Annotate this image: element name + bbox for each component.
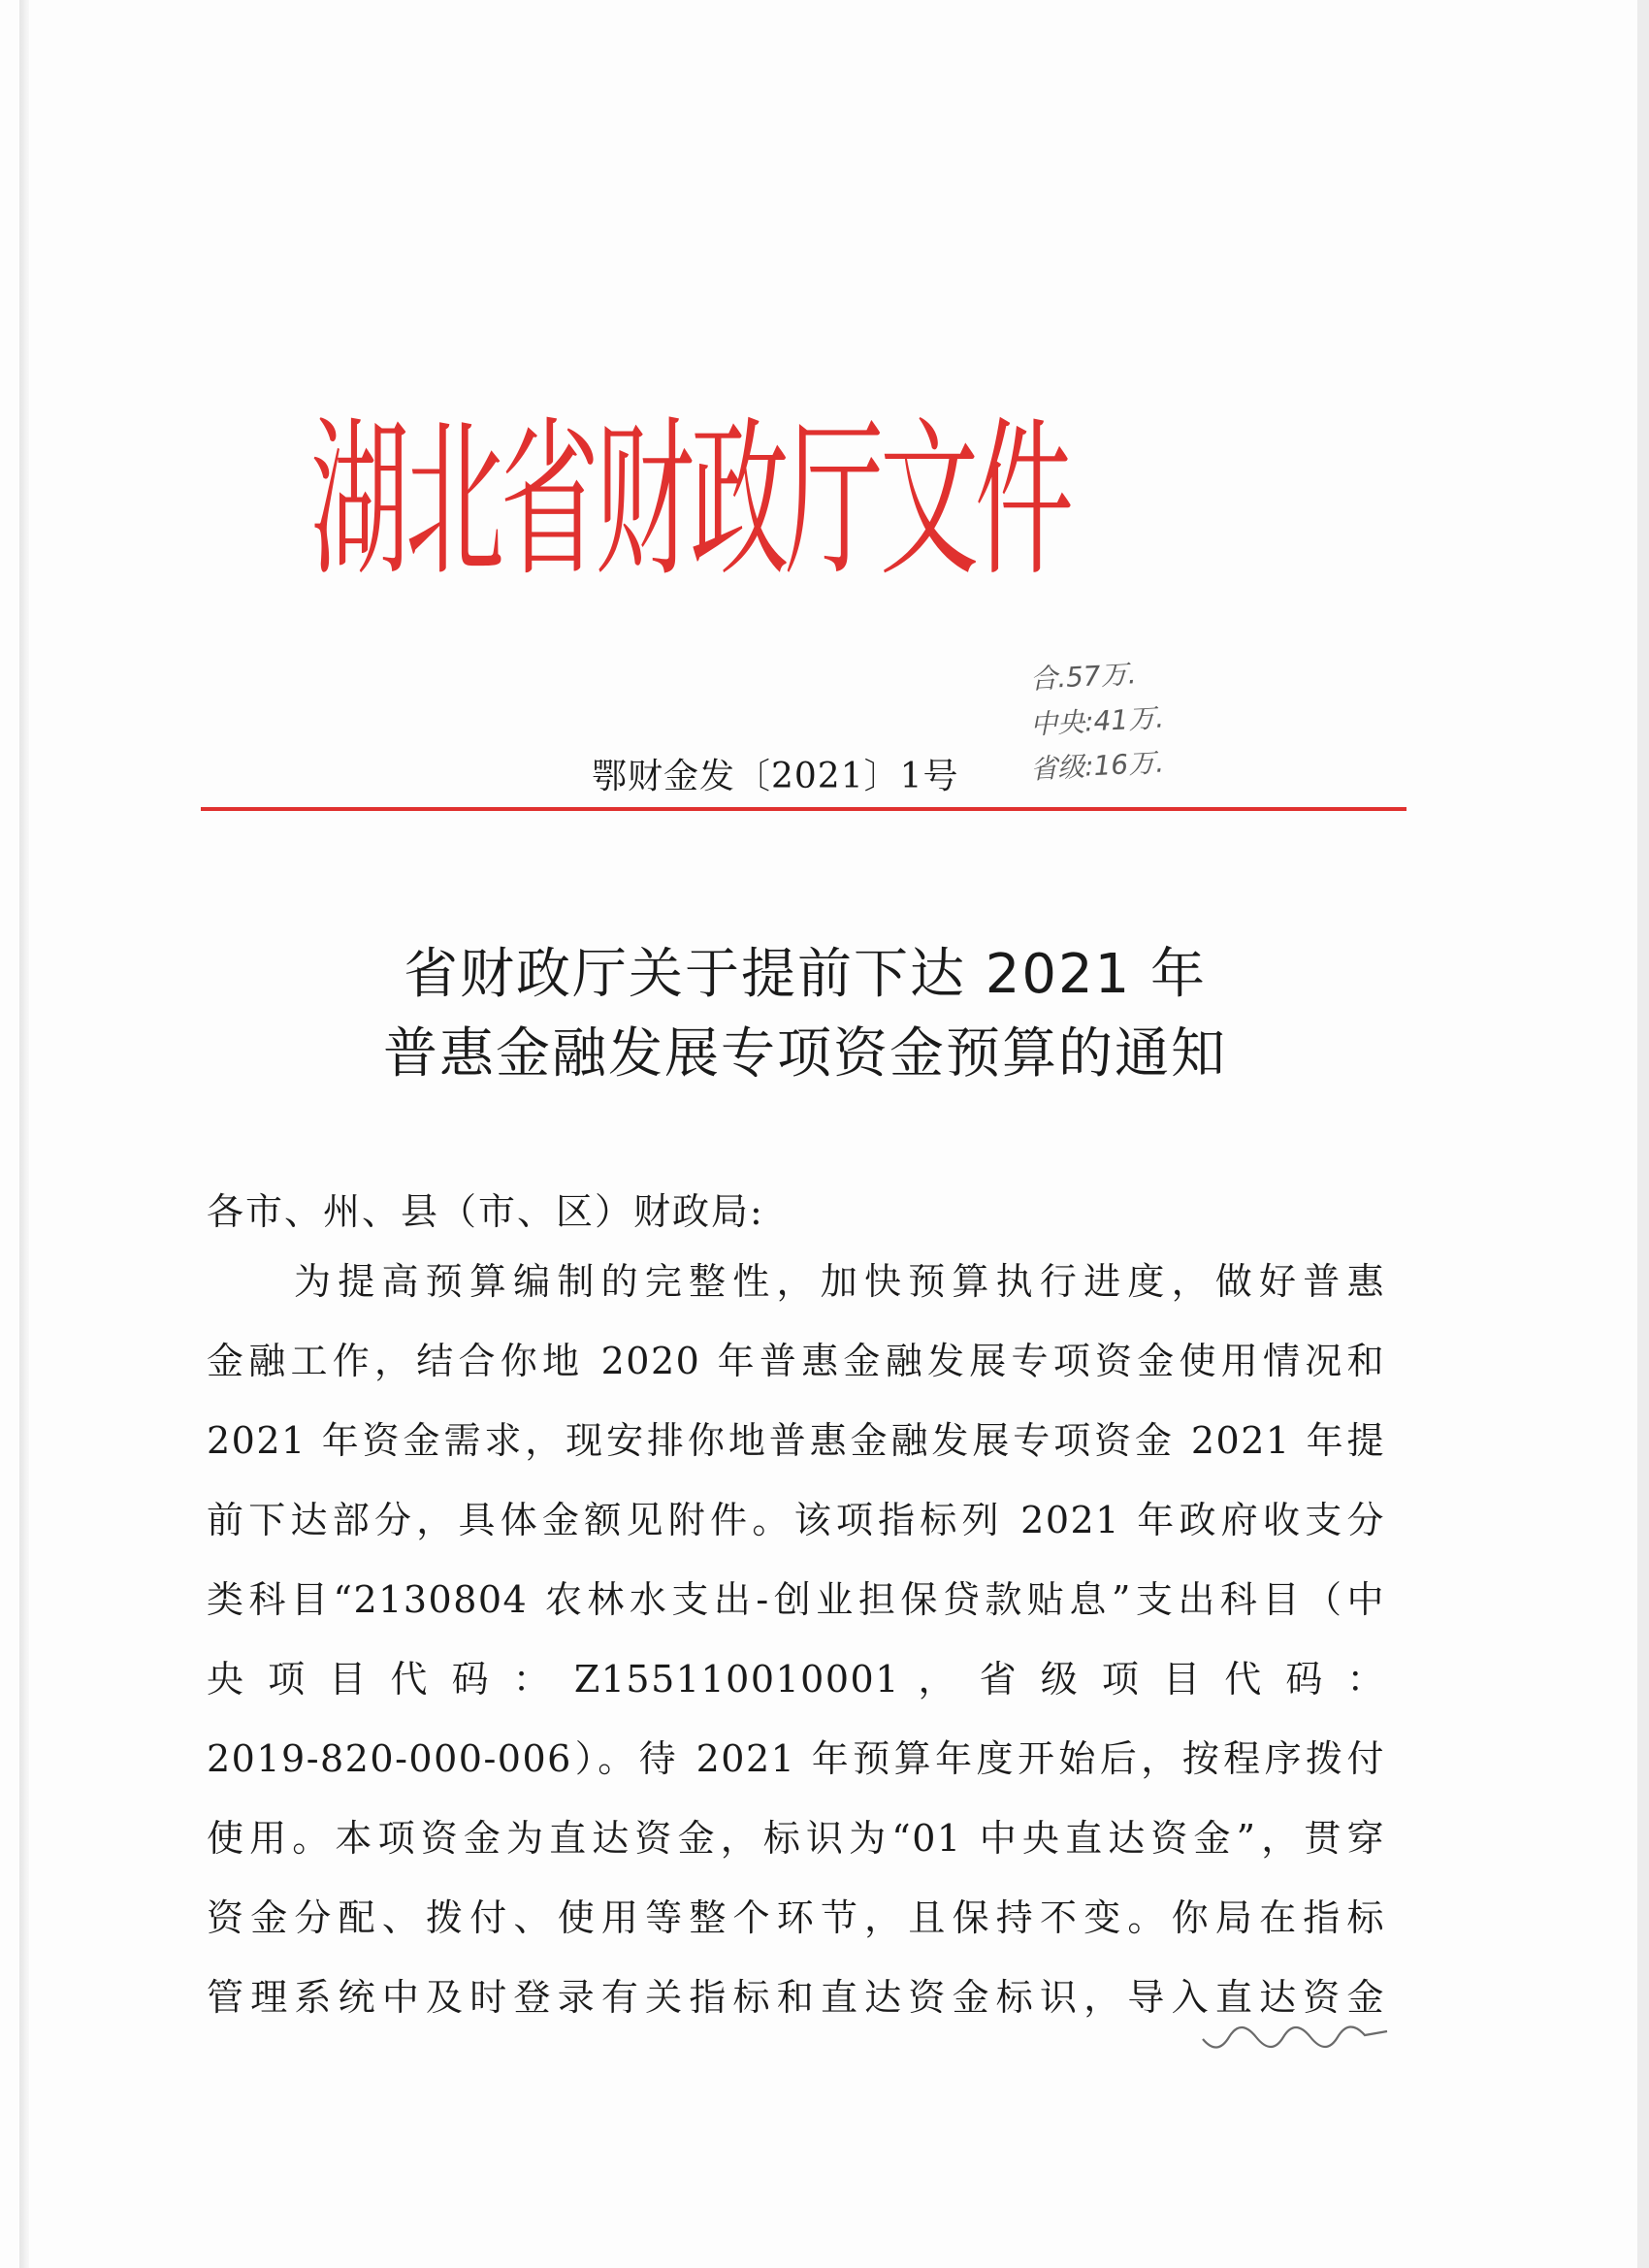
- body-line: 为提高预算编制的完整性，加快预算执行进度，做好普惠: [294, 1260, 1385, 1303]
- body-line: 央 项 目 代 码 ： Z155110010001 ， 省 级 项 目 代 码 ：: [207, 1658, 1385, 1701]
- body-line: 前下达部分，具体金额见附件。该项指标列 2021 年政府收支分: [207, 1499, 1385, 1541]
- document-number: 鄂财金发〔2021〕1号: [592, 757, 959, 796]
- salutation: 各市、州、县（市、区）财政局:: [207, 1190, 764, 1233]
- handwritten-note-central: 中央:41万.: [1029, 701, 1165, 741]
- pencil-underline-squiggle: [1198, 2020, 1392, 2058]
- body-line: 资金分配、拨付、使用等整个环节，且保持不变。你局在指标: [207, 1896, 1385, 1939]
- document-masthead: 湖北省财政厅文件: [310, 403, 1070, 600]
- page-right-shadow: [1637, 0, 1649, 2268]
- body-line: 使用。本项资金为直达资金，标识为“01 中央直达资金”，贯穿: [207, 1817, 1385, 1860]
- red-divider-line: [201, 807, 1406, 811]
- body-line: 金融工作，结合你地 2020 年普惠金融发展专项资金使用情况和: [207, 1340, 1385, 1382]
- page-left-shadow: [19, 0, 29, 2268]
- document-title-line-1: 省财政厅关于提前下达 2021 年: [403, 943, 1208, 1006]
- body-line: 2021 年资金需求，现安排你地普惠金融发展专项资金 2021 年提: [207, 1419, 1385, 1462]
- body-line: 2019-820-000-006）。待 2021 年预算年度开始后，按程序拨付: [207, 1737, 1385, 1780]
- body-line: 类科目“2130804 农林水支出-创业担保贷款贴息”支出科目（中: [207, 1578, 1385, 1621]
- handwritten-note-total: 合.57万.: [1029, 658, 1138, 696]
- document-title-line-2: 普惠金融发展专项资金预算的通知: [383, 1022, 1227, 1085]
- body-line: 管理系统中及时登录有关指标和直达资金标识，导入直达资金: [207, 1976, 1385, 2019]
- handwritten-note-provincial: 省级:16万.: [1029, 746, 1165, 786]
